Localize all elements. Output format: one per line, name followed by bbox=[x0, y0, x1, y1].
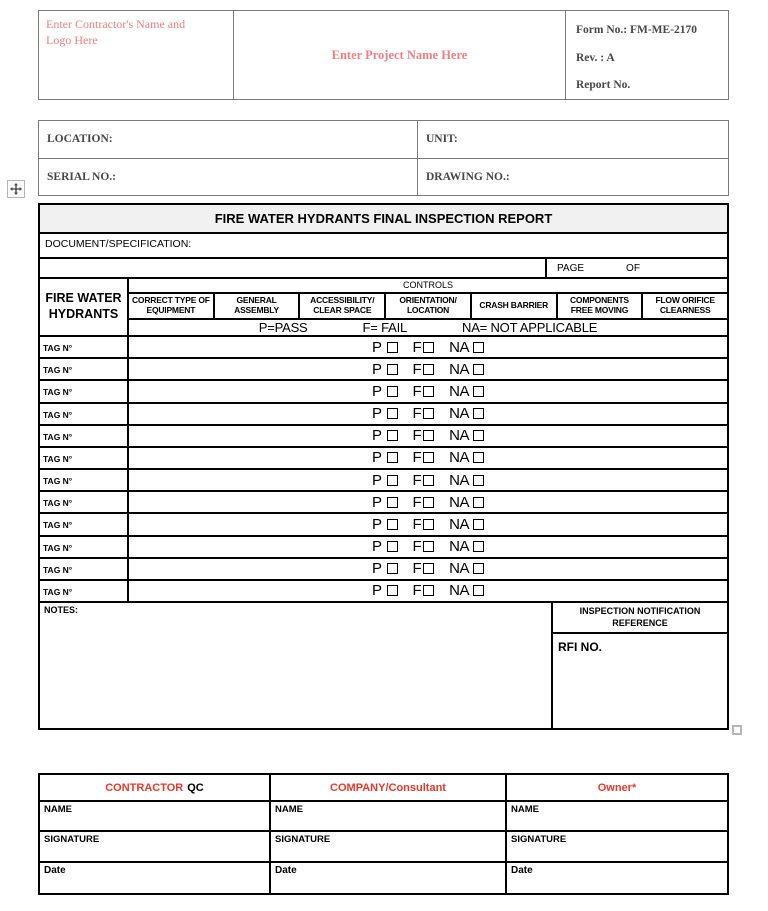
pass-checkbox[interactable] bbox=[387, 475, 398, 486]
page-row-spacer-cell[interactable] bbox=[40, 259, 547, 277]
inspection-ref-label: INSPECTION NOTIFICATION REFERENCE bbox=[579, 606, 701, 628]
rev-text: Rev. : A bbox=[576, 51, 615, 64]
location-info-table bbox=[38, 120, 729, 196]
na-label: NA bbox=[449, 493, 470, 511]
legend-pass: P=PASS bbox=[258, 320, 308, 335]
owner-header bbox=[505, 775, 727, 800]
pass-option bbox=[372, 472, 398, 489]
fail-option bbox=[413, 339, 435, 356]
pass-option bbox=[372, 339, 398, 356]
inspection-result-cell bbox=[129, 426, 727, 446]
legend-fail: F= FAIL bbox=[362, 320, 408, 335]
controls-column-headers bbox=[129, 294, 727, 320]
pass-label: P bbox=[371, 405, 382, 423]
na-option bbox=[449, 361, 484, 378]
owner-name-field[interactable] bbox=[505, 800, 727, 830]
tag-number-cell[interactable] bbox=[40, 337, 129, 357]
fail-checkbox[interactable] bbox=[423, 342, 434, 353]
contractor-qc-header bbox=[40, 775, 269, 800]
tag-number-label: TAG N° bbox=[43, 564, 73, 575]
fail-checkbox[interactable] bbox=[423, 519, 434, 530]
pass-checkbox[interactable] bbox=[387, 408, 398, 419]
tag-number-cell[interactable] bbox=[40, 559, 129, 579]
contractor-name-cell[interactable] bbox=[39, 11, 233, 99]
tag-number-cell[interactable] bbox=[40, 381, 129, 401]
pass-label: P bbox=[371, 449, 382, 467]
fail-option bbox=[413, 494, 435, 511]
tag-number-cell[interactable] bbox=[40, 537, 129, 557]
fail-label: F bbox=[412, 338, 422, 356]
pass-checkbox[interactable] bbox=[387, 519, 398, 530]
contractor-signature-field[interactable] bbox=[40, 830, 269, 861]
na-checkbox[interactable] bbox=[473, 563, 484, 574]
report-title-row bbox=[40, 205, 727, 234]
na-label: NA bbox=[449, 382, 470, 400]
date-label: Date bbox=[275, 865, 297, 876]
tag-number-label: TAG N° bbox=[43, 409, 73, 420]
table-row bbox=[40, 337, 727, 359]
tag-number-label: TAG N° bbox=[43, 365, 73, 376]
move-arrows-icon bbox=[10, 183, 22, 195]
na-option bbox=[449, 538, 484, 555]
na-checkbox[interactable] bbox=[473, 430, 484, 441]
na-option bbox=[449, 582, 484, 599]
table-row bbox=[40, 404, 727, 426]
page-of-field[interactable] bbox=[547, 259, 727, 277]
fail-label: F bbox=[412, 493, 422, 511]
legend-row bbox=[129, 320, 727, 335]
signature-label: SIGNATURE bbox=[511, 834, 567, 845]
inspection-ref-cell bbox=[551, 603, 727, 728]
column-header-crash-barrier: CRASH BARRIER bbox=[470, 294, 556, 318]
pass-checkbox[interactable] bbox=[387, 386, 398, 397]
signature-table bbox=[38, 773, 729, 895]
pass-checkbox[interactable] bbox=[387, 563, 398, 574]
fail-checkbox[interactable] bbox=[423, 386, 434, 397]
serial-no-field[interactable] bbox=[39, 159, 417, 196]
table-row bbox=[40, 581, 727, 603]
table-row bbox=[40, 470, 727, 492]
na-checkbox[interactable] bbox=[473, 386, 484, 397]
pass-checkbox[interactable] bbox=[387, 497, 398, 508]
fail-checkbox[interactable] bbox=[423, 585, 434, 596]
inspection-result-cell bbox=[129, 337, 727, 357]
fail-label: F bbox=[412, 449, 422, 467]
fail-option bbox=[413, 582, 435, 599]
company-title: COMPANY/Consultant bbox=[330, 781, 446, 794]
fail-label: F bbox=[412, 582, 422, 600]
pass-label: P bbox=[371, 560, 382, 578]
fail-checkbox[interactable] bbox=[423, 497, 434, 508]
pass-label: P bbox=[371, 582, 382, 600]
na-checkbox[interactable] bbox=[473, 541, 484, 552]
legend-na: NA= NOT APPLICABLE bbox=[462, 320, 598, 335]
company-consultant-header bbox=[269, 775, 505, 800]
inspection-result-cell bbox=[129, 492, 727, 512]
fail-option bbox=[413, 560, 435, 577]
column-header-orientation: ORIENTATION/ LOCATION bbox=[384, 294, 470, 318]
table-row bbox=[40, 559, 727, 581]
na-option bbox=[449, 516, 484, 533]
pass-option bbox=[372, 405, 398, 422]
tag-number-label: TAG N° bbox=[43, 520, 73, 531]
na-label: NA bbox=[449, 449, 470, 467]
serial-no-label: SERIAL NO.: bbox=[47, 170, 117, 183]
na-label: NA bbox=[449, 471, 470, 489]
owner-date-field[interactable] bbox=[505, 861, 727, 893]
tag-number-label: TAG N° bbox=[43, 387, 73, 398]
inspection-result-cell bbox=[129, 559, 727, 579]
pass-label: P bbox=[371, 382, 382, 400]
info-row-1 bbox=[39, 121, 728, 158]
inspection-result-cell bbox=[129, 470, 727, 490]
column-header-general-assembly: GENERAL ASSEMBLY bbox=[213, 294, 299, 318]
na-label: NA bbox=[449, 360, 470, 378]
fail-label: F bbox=[412, 382, 422, 400]
fail-checkbox[interactable] bbox=[423, 541, 434, 552]
na-option bbox=[449, 339, 484, 356]
na-option bbox=[449, 449, 484, 466]
na-checkbox[interactable] bbox=[473, 452, 484, 463]
tag-rows bbox=[40, 337, 727, 603]
signature-label: SIGNATURE bbox=[275, 834, 331, 845]
rfi-no-label: RFI NO. bbox=[558, 640, 602, 654]
project-placeholder-text: Enter Project Name Here bbox=[331, 47, 468, 62]
na-checkbox[interactable] bbox=[473, 408, 484, 419]
fail-checkbox[interactable] bbox=[423, 475, 434, 486]
report-no-text: Report No. bbox=[576, 79, 631, 91]
fail-label: F bbox=[412, 515, 422, 533]
na-checkbox[interactable] bbox=[473, 364, 484, 375]
tag-number-label: TAG N° bbox=[43, 476, 73, 487]
tag-number-cell[interactable] bbox=[40, 470, 129, 490]
owner-signature-field[interactable] bbox=[505, 830, 727, 861]
form-no-text: Form No.: FM-ME-2170 bbox=[576, 24, 698, 36]
tag-number-label: TAG N° bbox=[43, 586, 73, 597]
fail-option bbox=[413, 538, 435, 555]
fail-label: F bbox=[412, 405, 422, 423]
na-option bbox=[449, 383, 484, 400]
tag-number-cell[interactable] bbox=[40, 359, 129, 379]
na-label: NA bbox=[449, 538, 470, 556]
column-header-accessibility: ACCESSIBILITY/ CLEAR SPACE bbox=[298, 294, 384, 318]
date-label: Date bbox=[44, 865, 66, 876]
inspection-result-cell bbox=[129, 381, 727, 401]
pass-checkbox[interactable] bbox=[387, 342, 398, 353]
tag-number-label: TAG N° bbox=[43, 498, 73, 509]
inspection-result-cell bbox=[129, 359, 727, 379]
name-label: NAME bbox=[511, 804, 539, 815]
pass-option bbox=[372, 449, 398, 466]
na-label: NA bbox=[449, 560, 470, 578]
pass-checkbox[interactable] bbox=[387, 585, 398, 596]
pass-option bbox=[372, 494, 398, 511]
fail-label: F bbox=[412, 471, 422, 489]
unit-label: UNIT: bbox=[426, 133, 458, 146]
inspection-result-cell bbox=[129, 404, 727, 424]
date-label: Date bbox=[511, 865, 533, 876]
pass-label: P bbox=[371, 493, 382, 511]
table-row bbox=[40, 359, 727, 381]
inspection-report-table bbox=[38, 203, 729, 730]
tag-number-cell[interactable] bbox=[40, 581, 129, 601]
fail-checkbox[interactable] bbox=[423, 563, 434, 574]
page-row bbox=[40, 259, 727, 279]
fail-checkbox[interactable] bbox=[423, 452, 434, 463]
document-specification-field[interactable] bbox=[40, 234, 727, 259]
na-checkbox[interactable] bbox=[473, 585, 484, 596]
fail-label: F bbox=[412, 360, 422, 378]
pass-option bbox=[372, 560, 398, 577]
inspection-ref-header bbox=[553, 603, 727, 634]
tag-number-label: TAG N° bbox=[43, 343, 73, 353]
fail-label: F bbox=[412, 560, 422, 578]
table-row bbox=[40, 448, 727, 470]
inspection-result-cell bbox=[129, 537, 727, 557]
company-date-field[interactable] bbox=[269, 861, 505, 893]
na-checkbox[interactable] bbox=[473, 519, 484, 530]
fail-option bbox=[413, 383, 435, 400]
table-row bbox=[40, 492, 727, 514]
fail-option bbox=[413, 405, 435, 422]
table-row bbox=[40, 426, 727, 448]
tag-number-label: TAG N° bbox=[43, 542, 73, 553]
pass-checkbox[interactable] bbox=[387, 541, 398, 552]
pass-option bbox=[372, 516, 398, 533]
notes-field[interactable] bbox=[40, 603, 551, 728]
company-signature-field[interactable] bbox=[269, 830, 505, 861]
pass-label: P bbox=[371, 338, 382, 356]
na-option bbox=[449, 472, 484, 489]
rfi-no-field[interactable] bbox=[553, 634, 727, 728]
pass-option bbox=[372, 427, 398, 444]
column-header-components-free: COMPONENTS FREE MOVING bbox=[556, 294, 642, 318]
fail-option bbox=[413, 472, 435, 489]
drawing-no-label: DRAWING NO.: bbox=[426, 170, 510, 183]
owner-title: Owner* bbox=[597, 781, 637, 794]
pass-label: P bbox=[371, 471, 382, 489]
form-info-cell bbox=[566, 11, 728, 99]
contractor-name-field[interactable] bbox=[40, 800, 269, 830]
notes-section bbox=[40, 603, 727, 728]
na-label: NA bbox=[449, 427, 470, 445]
na-option bbox=[449, 405, 484, 422]
section-title-cell bbox=[40, 279, 129, 335]
na-label: NA bbox=[449, 338, 470, 356]
tag-number-cell[interactable] bbox=[40, 514, 129, 534]
fail-option bbox=[413, 516, 435, 533]
inspection-result-cell bbox=[129, 448, 727, 468]
report-title: FIRE WATER HYDRANTS FINAL INSPECTION REPORT bbox=[214, 211, 553, 226]
pass-label: P bbox=[371, 427, 382, 445]
pass-checkbox[interactable] bbox=[387, 430, 398, 441]
fail-label: F bbox=[412, 538, 422, 556]
column-header-flow-orifice: FLOW ORIFICE CLEARNESS bbox=[641, 294, 727, 318]
contractor-title: CONTRACTOR bbox=[105, 781, 184, 794]
table-resize-handle[interactable] bbox=[732, 725, 742, 735]
fail-option bbox=[413, 361, 435, 378]
fail-checkbox[interactable] bbox=[423, 408, 434, 419]
na-option bbox=[449, 560, 484, 577]
controls-header-block bbox=[40, 279, 727, 337]
notes-label: NOTES: bbox=[44, 605, 79, 615]
info-row-2 bbox=[39, 158, 728, 196]
pass-checkbox[interactable] bbox=[387, 364, 398, 375]
contractor-title-suffix: QC bbox=[187, 781, 204, 794]
project-name-cell[interactable] bbox=[233, 11, 566, 99]
contractor-date-field[interactable] bbox=[40, 861, 269, 893]
pass-option bbox=[372, 538, 398, 555]
na-option bbox=[449, 494, 484, 511]
pass-option bbox=[372, 383, 398, 400]
controls-label: CONTROLS bbox=[402, 280, 453, 290]
name-label: NAME bbox=[275, 804, 303, 815]
fail-checkbox[interactable] bbox=[423, 364, 434, 375]
tag-number-cell[interactable] bbox=[40, 404, 129, 424]
tag-number-label: TAG N° bbox=[43, 453, 73, 464]
na-option bbox=[449, 427, 484, 444]
of-label: OF bbox=[626, 262, 640, 274]
document-header-table bbox=[38, 10, 729, 100]
fail-checkbox[interactable] bbox=[423, 430, 434, 441]
na-checkbox[interactable] bbox=[473, 497, 484, 508]
signature-label: SIGNATURE bbox=[44, 834, 100, 845]
location-label: LOCATION: bbox=[47, 133, 113, 146]
na-label: NA bbox=[449, 405, 470, 423]
pass-label: P bbox=[371, 515, 382, 533]
table-row bbox=[40, 514, 727, 536]
table-move-handle[interactable] bbox=[7, 180, 25, 198]
na-checkbox[interactable] bbox=[473, 475, 484, 486]
table-row bbox=[40, 381, 727, 403]
fail-label: F bbox=[412, 427, 422, 445]
company-name-field[interactable] bbox=[269, 800, 505, 830]
inspection-result-cell bbox=[129, 581, 727, 601]
contractor-placeholder-text: Enter Contractor's Name and Logo Here bbox=[46, 17, 186, 47]
pass-label: P bbox=[371, 360, 382, 378]
controls-area bbox=[129, 279, 727, 335]
tag-number-label: TAG N° bbox=[43, 431, 73, 442]
page-label: PAGE bbox=[557, 262, 585, 274]
inspection-result-cell bbox=[129, 514, 727, 534]
document-specification-label: DOCUMENT/SPECIFICATION: bbox=[45, 238, 192, 250]
pass-checkbox[interactable] bbox=[387, 452, 398, 463]
fail-option bbox=[413, 427, 435, 444]
na-label: NA bbox=[449, 515, 470, 533]
tag-number-cell[interactable] bbox=[40, 492, 129, 512]
tag-number-cell[interactable] bbox=[40, 448, 129, 468]
drawing-no-field[interactable] bbox=[417, 159, 728, 196]
table-row bbox=[40, 537, 727, 559]
na-checkbox[interactable] bbox=[473, 342, 484, 353]
tag-number-cell[interactable] bbox=[40, 426, 129, 446]
pass-label: P bbox=[371, 538, 382, 556]
location-field[interactable] bbox=[39, 121, 417, 158]
column-header-correct-type: CORRECT TYPE OF EQUIPMENT bbox=[131, 295, 210, 315]
na-label: NA bbox=[449, 582, 470, 600]
fail-option bbox=[413, 449, 435, 466]
name-label: NAME bbox=[44, 804, 72, 815]
section-title: FIRE WATER HYDRANTS bbox=[45, 291, 122, 321]
pass-option bbox=[372, 582, 398, 599]
pass-option bbox=[372, 361, 398, 378]
controls-title-cell bbox=[129, 279, 727, 294]
unit-field[interactable] bbox=[417, 121, 728, 158]
